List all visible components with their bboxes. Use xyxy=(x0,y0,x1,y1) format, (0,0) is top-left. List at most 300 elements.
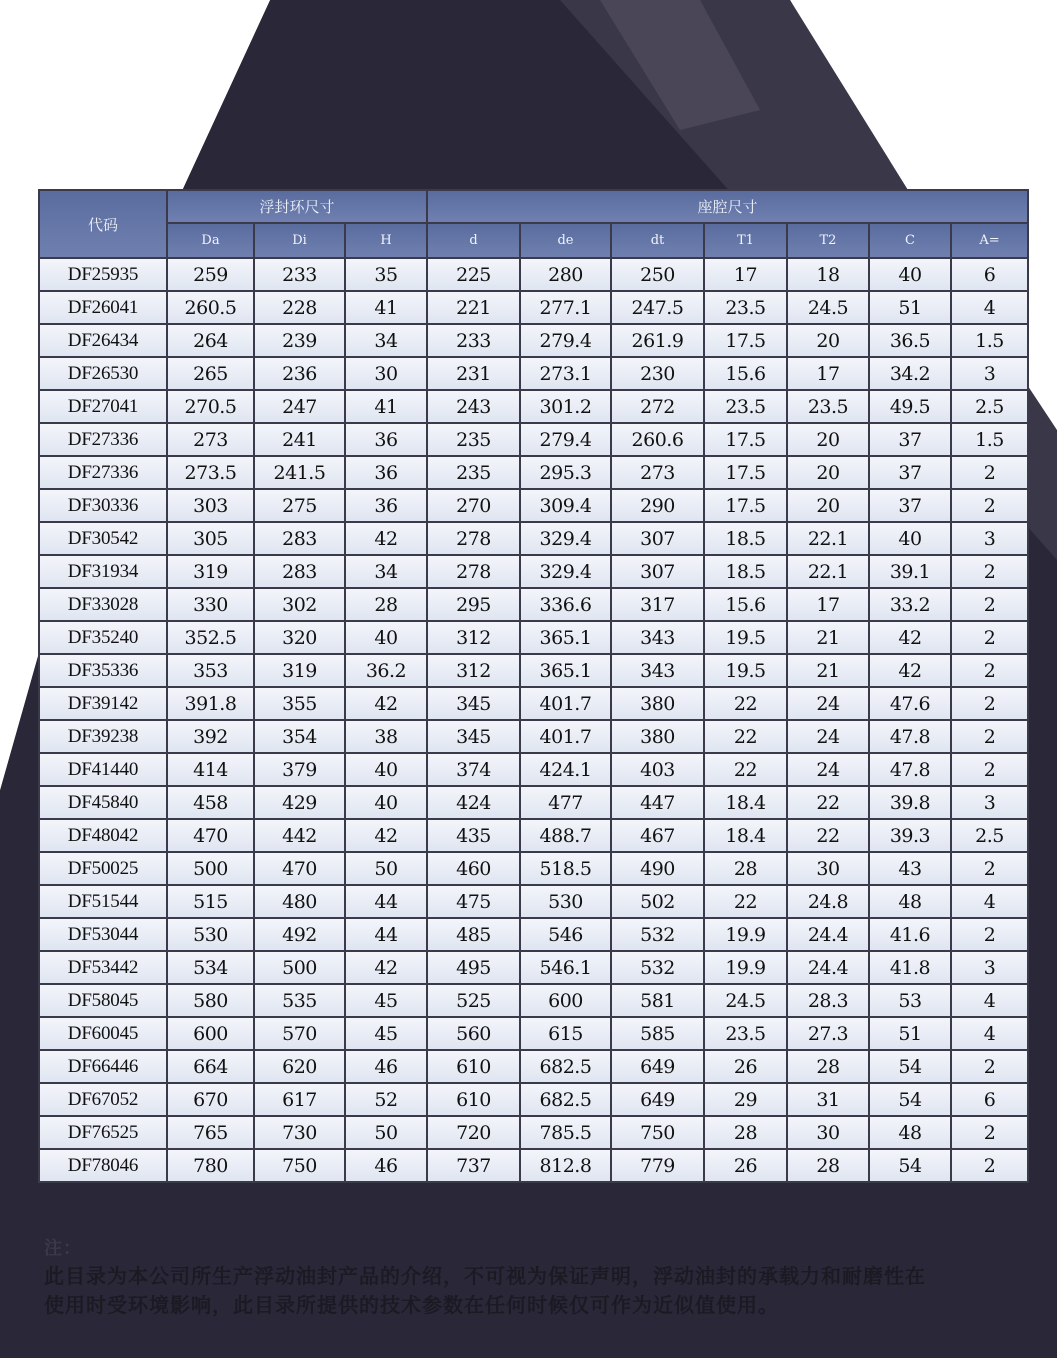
table-cell: 312 xyxy=(427,621,520,654)
table-cell: 380 xyxy=(611,687,704,720)
col-header: d xyxy=(427,223,520,258)
table-cell: 26 xyxy=(704,1149,787,1182)
table-cell: 17.5 xyxy=(704,423,787,456)
cell-code: DF50025 xyxy=(39,852,167,885)
cell-code: DF53044 xyxy=(39,918,167,951)
table-cell: 750 xyxy=(611,1116,704,1149)
table-cell: 18.5 xyxy=(704,522,787,555)
table-row xyxy=(39,423,1028,456)
table-cell: 41 xyxy=(345,390,427,423)
table-cell: 401.7 xyxy=(520,720,611,753)
table-cell: 51 xyxy=(869,291,951,324)
table-cell: 53 xyxy=(869,984,951,1017)
table-row xyxy=(39,654,1028,687)
cell-code: DF60045 xyxy=(39,1017,167,1050)
table-cell: 329.4 xyxy=(520,522,611,555)
table-cell: 3 xyxy=(951,522,1028,555)
table-cell: 730 xyxy=(254,1116,345,1149)
table-cell: 48 xyxy=(869,885,951,918)
table-cell: 4 xyxy=(951,885,1028,918)
table-row xyxy=(39,1083,1028,1116)
table-cell: 490 xyxy=(611,852,704,885)
table-cell: 28 xyxy=(787,1149,869,1182)
cell-code: DF78046 xyxy=(39,1149,167,1182)
note-label: 注： xyxy=(44,1238,82,1259)
table-cell: 48 xyxy=(869,1116,951,1149)
table-cell: 495 xyxy=(427,951,520,984)
cell-code: DF45840 xyxy=(39,786,167,819)
cell-code: DF35240 xyxy=(39,621,167,654)
table-cell: 259 xyxy=(167,258,254,291)
table-cell: 24.4 xyxy=(787,951,869,984)
table-cell: 17 xyxy=(787,588,869,621)
table-cell: 273.5 xyxy=(167,456,254,489)
table-cell: 233 xyxy=(254,258,345,291)
table-cell: 812.8 xyxy=(520,1149,611,1182)
table-cell: 682.5 xyxy=(520,1050,611,1083)
table-cell: 2 xyxy=(951,555,1028,588)
table-cell: 31 xyxy=(787,1083,869,1116)
table-cell: 37 xyxy=(869,489,951,522)
table-row xyxy=(39,786,1028,819)
table-cell: 534 xyxy=(167,951,254,984)
table-cell: 2 xyxy=(951,1116,1028,1149)
table-row xyxy=(39,324,1028,357)
table-row xyxy=(39,390,1028,423)
table-cell: 236 xyxy=(254,357,345,390)
table-cell: 277.1 xyxy=(520,291,611,324)
table-cell: 283 xyxy=(254,555,345,588)
table-cell: 241 xyxy=(254,423,345,456)
cell-code: DF30336 xyxy=(39,489,167,522)
table-cell: 50 xyxy=(345,1116,427,1149)
table-cell: 649 xyxy=(611,1050,704,1083)
table-cell: 278 xyxy=(427,522,520,555)
table-cell: 2.5 xyxy=(951,819,1028,852)
table-cell: 280 xyxy=(520,258,611,291)
table-cell: 460 xyxy=(427,852,520,885)
table-cell: 2 xyxy=(951,753,1028,786)
table-cell: 560 xyxy=(427,1017,520,1050)
note-line-2: 使用时受环境影响，此目录所提供的技术参数在任何时候仅可作为近似值使用。 xyxy=(44,1293,779,1317)
header-code: 代码 xyxy=(39,190,167,258)
table-cell: 620 xyxy=(254,1050,345,1083)
oil-seal-spec-table xyxy=(38,189,1029,1183)
table-cell: 22 xyxy=(704,687,787,720)
table-cell: 319 xyxy=(167,555,254,588)
table-cell: 343 xyxy=(611,654,704,687)
table-cell: 532 xyxy=(611,918,704,951)
table-cell: 27.3 xyxy=(787,1017,869,1050)
table-cell: 43 xyxy=(869,852,951,885)
table-cell: 30 xyxy=(345,357,427,390)
table-cell: 24 xyxy=(787,720,869,753)
table-cell: 235 xyxy=(427,456,520,489)
table-row xyxy=(39,852,1028,885)
cell-code: DF27336 xyxy=(39,423,167,456)
table-cell: 29 xyxy=(704,1083,787,1116)
table-row xyxy=(39,588,1028,621)
col-header: T2 xyxy=(787,223,869,258)
table-cell: 36 xyxy=(345,456,427,489)
table-cell: 23.5 xyxy=(704,1017,787,1050)
table-cell: 20 xyxy=(787,456,869,489)
table-row xyxy=(39,819,1028,852)
table-cell: 515 xyxy=(167,885,254,918)
table-cell: 241.5 xyxy=(254,456,345,489)
cell-code: DF67052 xyxy=(39,1083,167,1116)
table-cell: 40 xyxy=(869,522,951,555)
table-cell: 379 xyxy=(254,753,345,786)
table-cell: 480 xyxy=(254,885,345,918)
table-cell: 18.4 xyxy=(704,819,787,852)
table-cell: 24 xyxy=(787,753,869,786)
table-cell: 365.1 xyxy=(520,654,611,687)
table-cell: 3 xyxy=(951,786,1028,819)
table-cell: 278 xyxy=(427,555,520,588)
table-cell: 2 xyxy=(951,489,1028,522)
table-cell: 49.5 xyxy=(869,390,951,423)
table-row xyxy=(39,621,1028,654)
cell-code: DF33028 xyxy=(39,588,167,621)
table-cell: 275 xyxy=(254,489,345,522)
col-header: Da xyxy=(167,223,254,258)
table-cell: 39.3 xyxy=(869,819,951,852)
table-cell: 33.2 xyxy=(869,588,951,621)
table-cell: 6 xyxy=(951,258,1028,291)
table-row xyxy=(39,1050,1028,1083)
table-cell: 36 xyxy=(345,423,427,456)
table-cell: 2 xyxy=(951,654,1028,687)
table-cell: 28 xyxy=(345,588,427,621)
table-cell: 47.8 xyxy=(869,753,951,786)
table-cell: 2 xyxy=(951,588,1028,621)
table-cell: 403 xyxy=(611,753,704,786)
table-cell: 307 xyxy=(611,555,704,588)
table-cell: 4 xyxy=(951,984,1028,1017)
table-cell: 610 xyxy=(427,1050,520,1083)
table-cell: 401.7 xyxy=(520,687,611,720)
table-cell: 23.5 xyxy=(787,390,869,423)
table-cell: 320 xyxy=(254,621,345,654)
table-cell: 424 xyxy=(427,786,520,819)
table-cell: 649 xyxy=(611,1083,704,1116)
table-cell: 40 xyxy=(345,753,427,786)
table-cell: 52 xyxy=(345,1083,427,1116)
table-cell: 247 xyxy=(254,390,345,423)
table-cell: 617 xyxy=(254,1083,345,1116)
table-cell: 737 xyxy=(427,1149,520,1182)
table-cell: 40 xyxy=(345,786,427,819)
table-cell: 19.5 xyxy=(704,654,787,687)
table-cell: 2 xyxy=(951,456,1028,489)
col-header: A= xyxy=(951,223,1028,258)
table-cell: 45 xyxy=(345,984,427,1017)
table-cell: 470 xyxy=(254,852,345,885)
table-cell: 570 xyxy=(254,1017,345,1050)
table-cell: 1.5 xyxy=(951,324,1028,357)
table-cell: 19.5 xyxy=(704,621,787,654)
table-cell: 3 xyxy=(951,357,1028,390)
table-cell: 21 xyxy=(787,621,869,654)
table-row xyxy=(39,918,1028,951)
table-cell: 45 xyxy=(345,1017,427,1050)
table-cell: 47.6 xyxy=(869,687,951,720)
table-cell: 3 xyxy=(951,951,1028,984)
table-cell: 41.8 xyxy=(869,951,951,984)
table-cell: 15.6 xyxy=(704,588,787,621)
cell-code: DF39238 xyxy=(39,720,167,753)
table-cell: 600 xyxy=(167,1017,254,1050)
table-cell: 34.2 xyxy=(869,357,951,390)
table-cell: 352.5 xyxy=(167,621,254,654)
table-cell: 283 xyxy=(254,522,345,555)
table-cell: 20 xyxy=(787,423,869,456)
table-cell: 2 xyxy=(951,720,1028,753)
cell-code: DF51544 xyxy=(39,885,167,918)
table-cell: 233 xyxy=(427,324,520,357)
table-cell: 20 xyxy=(787,324,869,357)
table-cell: 54 xyxy=(869,1050,951,1083)
table-cell: 42 xyxy=(345,951,427,984)
table-cell: 580 xyxy=(167,984,254,1017)
table-cell: 273.1 xyxy=(520,357,611,390)
col-header: dt xyxy=(611,223,704,258)
table-cell: 22 xyxy=(704,885,787,918)
table-cell: 250 xyxy=(611,258,704,291)
table-cell: 610 xyxy=(427,1083,520,1116)
table-row xyxy=(39,489,1028,522)
table-cell: 303 xyxy=(167,489,254,522)
table-cell: 391.8 xyxy=(167,687,254,720)
table-row xyxy=(39,1017,1028,1050)
table-cell: 22.1 xyxy=(787,522,869,555)
table-cell: 2 xyxy=(951,621,1028,654)
table-cell: 477 xyxy=(520,786,611,819)
table-cell: 270.5 xyxy=(167,390,254,423)
table-cell: 295.3 xyxy=(520,456,611,489)
table-cell: 336.6 xyxy=(520,588,611,621)
table-cell: 221 xyxy=(427,291,520,324)
table-cell: 319 xyxy=(254,654,345,687)
table-cell: 36.2 xyxy=(345,654,427,687)
table-cell: 46 xyxy=(345,1149,427,1182)
note-line-1: 此目录为本公司所生产浮动油封产品的介绍，不可视为保证声明，浮动油封的承载力和耐磨性在 xyxy=(44,1264,926,1288)
table-cell: 492 xyxy=(254,918,345,951)
table-cell: 309.4 xyxy=(520,489,611,522)
table-cell: 20 xyxy=(787,489,869,522)
table-cell: 488.7 xyxy=(520,819,611,852)
table-cell: 260.5 xyxy=(167,291,254,324)
table-cell: 270 xyxy=(427,489,520,522)
table-cell: 290 xyxy=(611,489,704,522)
table-cell: 500 xyxy=(254,951,345,984)
table-cell: 54 xyxy=(869,1083,951,1116)
table-cell: 42 xyxy=(345,819,427,852)
table-cell: 301.2 xyxy=(520,390,611,423)
table-cell: 2 xyxy=(951,1050,1028,1083)
header-seat-dimensions: 座腔尺寸 xyxy=(427,190,1028,223)
header-ring-dimensions: 浮封环尺寸 xyxy=(167,190,427,223)
table-cell: 47.8 xyxy=(869,720,951,753)
table-cell: 30 xyxy=(787,852,869,885)
table-row xyxy=(39,687,1028,720)
table-cell: 40 xyxy=(345,621,427,654)
table-cell: 765 xyxy=(167,1116,254,1149)
table-row xyxy=(39,291,1028,324)
table-cell: 18 xyxy=(787,258,869,291)
table-cell: 260.6 xyxy=(611,423,704,456)
table-cell: 37 xyxy=(869,456,951,489)
cell-code: DF30542 xyxy=(39,522,167,555)
table-cell: 38 xyxy=(345,720,427,753)
table-row xyxy=(39,522,1028,555)
table-cell: 273 xyxy=(611,456,704,489)
table-cell: 28 xyxy=(787,1050,869,1083)
table-cell: 2 xyxy=(951,1149,1028,1182)
table-cell: 458 xyxy=(167,786,254,819)
table-cell: 24.4 xyxy=(787,918,869,951)
table-cell: 17 xyxy=(787,357,869,390)
table-cell: 329.4 xyxy=(520,555,611,588)
table-cell: 365.1 xyxy=(520,621,611,654)
table-cell: 447 xyxy=(611,786,704,819)
table-cell: 682.5 xyxy=(520,1083,611,1116)
col-header: Di xyxy=(254,223,345,258)
table-cell: 36 xyxy=(345,489,427,522)
table-cell: 615 xyxy=(520,1017,611,1050)
cell-code: DF39142 xyxy=(39,687,167,720)
table-cell: 51 xyxy=(869,1017,951,1050)
table-cell: 345 xyxy=(427,687,520,720)
table-cell: 2 xyxy=(951,918,1028,951)
cell-code: DF26434 xyxy=(39,324,167,357)
table-cell: 50 xyxy=(345,852,427,885)
cell-code: DF48042 xyxy=(39,819,167,852)
table-cell: 546 xyxy=(520,918,611,951)
table-cell: 4 xyxy=(951,291,1028,324)
col-header: H xyxy=(345,223,427,258)
table-cell: 22 xyxy=(704,720,787,753)
table-cell: 42 xyxy=(869,654,951,687)
table-cell: 353 xyxy=(167,654,254,687)
table-cell: 502 xyxy=(611,885,704,918)
table-cell: 414 xyxy=(167,753,254,786)
cell-code: DF76525 xyxy=(39,1116,167,1149)
table-cell: 272 xyxy=(611,390,704,423)
cell-code: DF41440 xyxy=(39,753,167,786)
cell-code: DF25935 xyxy=(39,258,167,291)
table-cell: 279.4 xyxy=(520,324,611,357)
cell-code: DF27336 xyxy=(39,456,167,489)
table-cell: 225 xyxy=(427,258,520,291)
cell-code: DF31934 xyxy=(39,555,167,588)
table-cell: 24 xyxy=(787,687,869,720)
table-cell: 19.9 xyxy=(704,951,787,984)
table-cell: 600 xyxy=(520,984,611,1017)
cell-code: DF66446 xyxy=(39,1050,167,1083)
table-cell: 442 xyxy=(254,819,345,852)
table-cell: 585 xyxy=(611,1017,704,1050)
table-cell: 22 xyxy=(704,753,787,786)
table-cell: 239 xyxy=(254,324,345,357)
table-cell: 392 xyxy=(167,720,254,753)
table-cell: 19.9 xyxy=(704,918,787,951)
table-cell: 22 xyxy=(787,786,869,819)
table-row xyxy=(39,753,1028,786)
table-cell: 26 xyxy=(704,1050,787,1083)
table-cell: 231 xyxy=(427,357,520,390)
table-cell: 302 xyxy=(254,588,345,621)
table-cell: 21 xyxy=(787,654,869,687)
table-cell: 2 xyxy=(951,852,1028,885)
table-cell: 23.5 xyxy=(704,390,787,423)
table-cell: 343 xyxy=(611,621,704,654)
table-row xyxy=(39,1116,1028,1149)
table-cell: 525 xyxy=(427,984,520,1017)
table-cell: 17.5 xyxy=(704,456,787,489)
table-row xyxy=(39,1149,1028,1182)
table-cell: 39.8 xyxy=(869,786,951,819)
table-cell: 664 xyxy=(167,1050,254,1083)
table-cell: 475 xyxy=(427,885,520,918)
table-cell: 15.6 xyxy=(704,357,787,390)
cell-code: DF26041 xyxy=(39,291,167,324)
table-cell: 24.8 xyxy=(787,885,869,918)
table-cell: 530 xyxy=(167,918,254,951)
table-cell: 780 xyxy=(167,1149,254,1182)
table-cell: 17.5 xyxy=(704,489,787,522)
table-cell: 354 xyxy=(254,720,345,753)
col-header: T1 xyxy=(704,223,787,258)
table-cell: 24.5 xyxy=(787,291,869,324)
table-cell: 6 xyxy=(951,1083,1028,1116)
table-cell: 380 xyxy=(611,720,704,753)
table-row xyxy=(39,720,1028,753)
table-cell: 18.4 xyxy=(704,786,787,819)
table-cell: 34 xyxy=(345,555,427,588)
table-row xyxy=(39,984,1028,1017)
table-cell: 42 xyxy=(869,621,951,654)
table-cell: 261.9 xyxy=(611,324,704,357)
table-cell: 435 xyxy=(427,819,520,852)
table-cell: 37 xyxy=(869,423,951,456)
cell-code: DF26530 xyxy=(39,357,167,390)
table-cell: 28 xyxy=(704,852,787,885)
table-cell: 518.5 xyxy=(520,852,611,885)
table-cell: 41.6 xyxy=(869,918,951,951)
table-cell: 750 xyxy=(254,1149,345,1182)
col-header: de xyxy=(520,223,611,258)
table-cell: 2.5 xyxy=(951,390,1028,423)
table-cell: 295 xyxy=(427,588,520,621)
table-cell: 228 xyxy=(254,291,345,324)
table-cell: 34 xyxy=(345,324,427,357)
table-cell: 41 xyxy=(345,291,427,324)
table-cell: 24.5 xyxy=(704,984,787,1017)
table-cell: 485 xyxy=(427,918,520,951)
table-cell: 355 xyxy=(254,687,345,720)
table-row xyxy=(39,951,1028,984)
table-cell: 424.1 xyxy=(520,753,611,786)
cell-code: DF27041 xyxy=(39,390,167,423)
table-cell: 264 xyxy=(167,324,254,357)
cell-code: DF53442 xyxy=(39,951,167,984)
table-cell: 530 xyxy=(520,885,611,918)
table-cell: 4 xyxy=(951,1017,1028,1050)
table-cell: 44 xyxy=(345,885,427,918)
table-cell: 2 xyxy=(951,687,1028,720)
